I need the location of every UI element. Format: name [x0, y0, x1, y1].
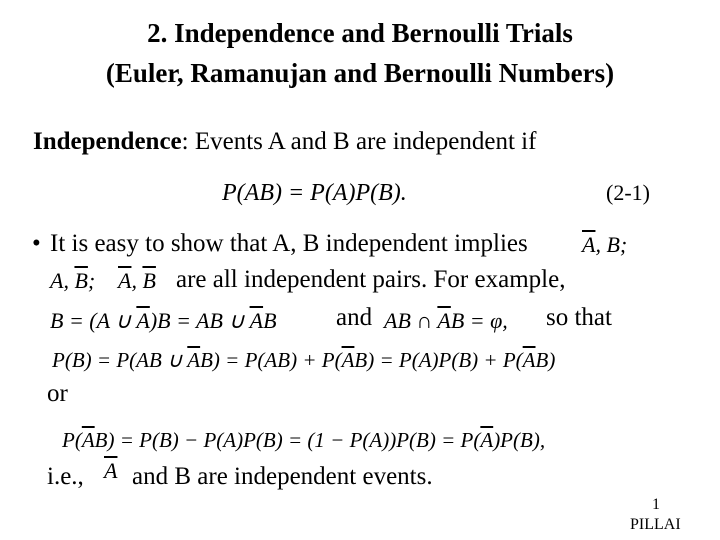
- slide-title-line1: 2. Independence and Bernoulli Trials: [147, 18, 573, 48]
- equation-label: (2-1): [606, 180, 650, 205]
- final-equation: $P(\overline{A}B) = P(B) - P(A)P(B) = (1 - P(A))P(B) = P(\overline{A})P(B)$,: [62, 428, 546, 452]
- union-equation: B = (A ∪ $\overline{A})B$ = AB ∪ $\overline{A}B$: [50, 308, 277, 333]
- complement-pair-3: $\overline{A}$, $\overline{B}$: [118, 268, 156, 293]
- or-word: or: [47, 380, 68, 407]
- pairs-text: are all independent pairs. For example,: [176, 266, 566, 293]
- so-that-text: so that: [546, 304, 612, 331]
- conclusion-text: and B are independent events.: [132, 463, 433, 490]
- complement-pair-2: A, $\overline{B}$;: [50, 268, 96, 293]
- independence-term: Independence: [33, 128, 182, 155]
- conclusion-variable: $\overline{A}$: [104, 458, 118, 483]
- page-number: 1: [652, 496, 660, 513]
- intro-line: [33, 128, 536, 156]
- bullet-marker: •: [32, 230, 41, 257]
- author-name: PILLAI: [630, 516, 681, 533]
- empty-intersection-equation: AB ∩ $\overline{A}B = \varphi$,: [384, 308, 508, 333]
- probability-equation: P(B) = P(AB ∪ $\overline{A}B) = P(AB) + P(\overline{A}B) = P(A)P(B) + P(\overline{A}B)$: [52, 348, 556, 372]
- equation-2-1: [222, 180, 407, 207]
- and-word: and: [336, 304, 373, 331]
- equation-2-1-formula: P(AB) = P(A)P(B).: [222, 180, 407, 206]
- intro-text: : Events A and B are independent if: [181, 128, 537, 155]
- bullet-text: It is easy to show that A, B independent implies: [50, 230, 528, 257]
- complement-pair-1: $\overline{A}$, B;: [582, 232, 628, 257]
- slide-title-line2: (Euler, Ramanujan and Bernoulli Numbers): [105, 58, 615, 88]
- conclusion-prefix: i.e.,: [47, 463, 84, 490]
